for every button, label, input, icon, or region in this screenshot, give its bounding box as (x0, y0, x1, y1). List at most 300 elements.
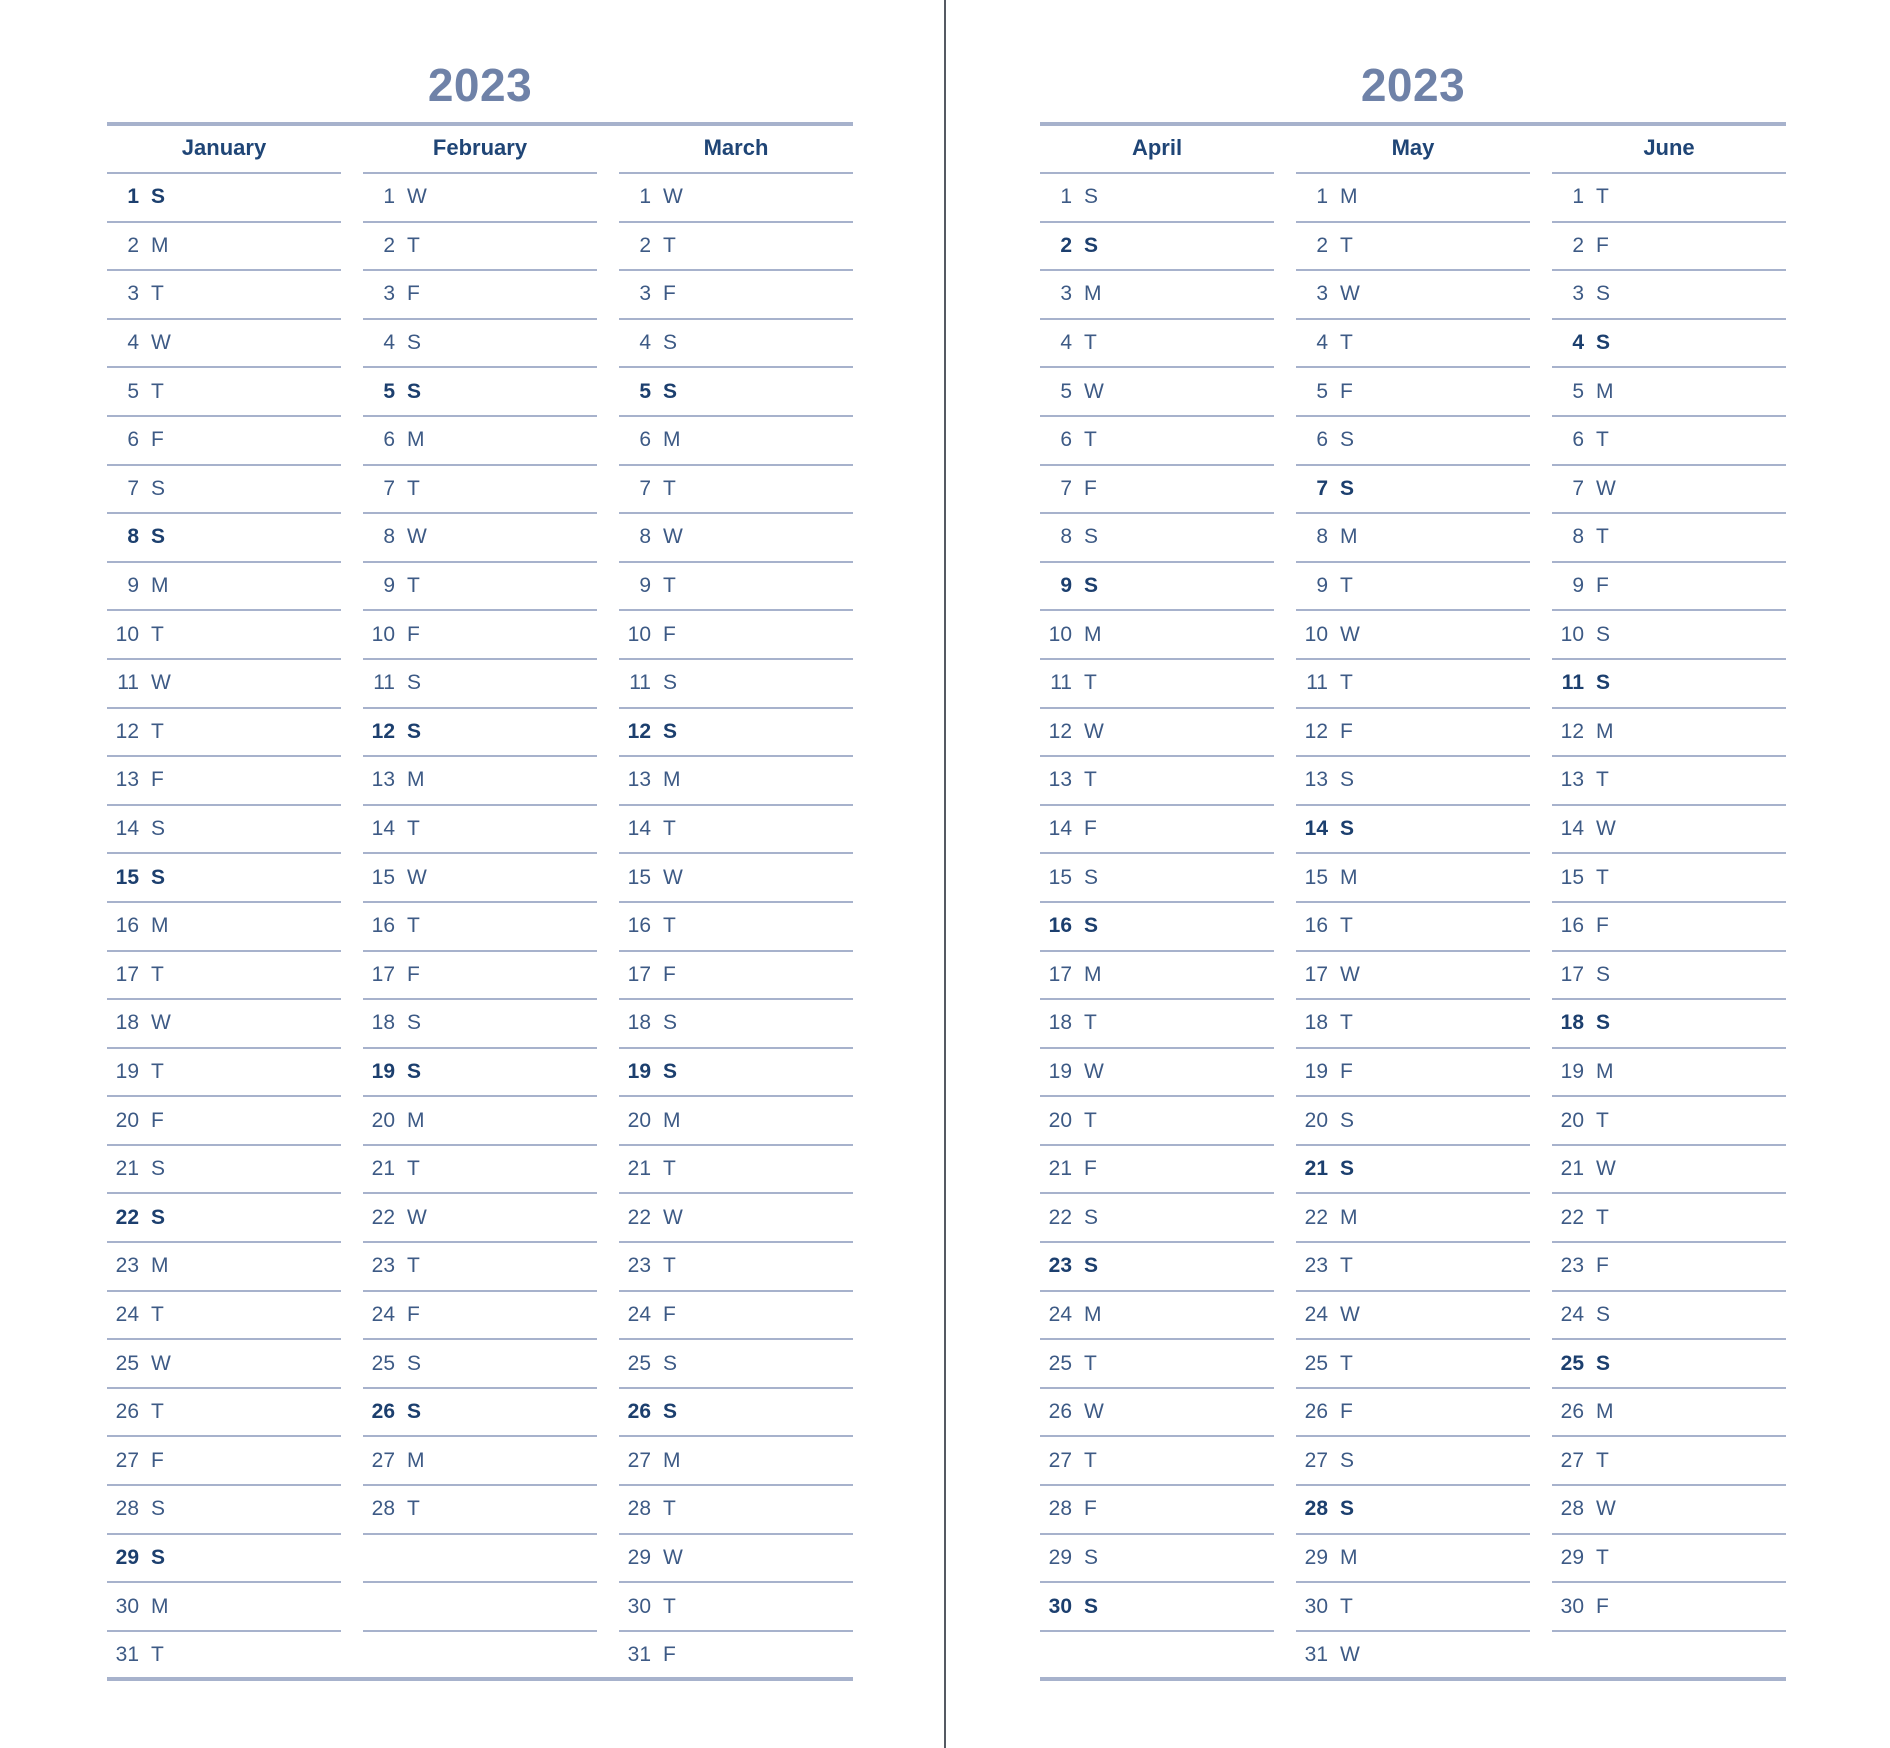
day-row (1552, 1194, 1786, 1243)
day-row (1552, 563, 1786, 612)
day-number: 24 (1304, 1302, 1328, 1326)
weekday-letter: W (151, 331, 171, 355)
day-number: 5 (1572, 379, 1584, 403)
weekday-letter: T (1340, 1254, 1353, 1278)
weekday-letter: W (663, 1545, 683, 1569)
day-number: 29 (1048, 1545, 1072, 1569)
day-row (1040, 854, 1274, 903)
day-list (1040, 174, 1274, 1680)
day-number: 17 (627, 962, 651, 986)
day-row (619, 1389, 853, 1438)
weekday-letter: T (151, 719, 164, 743)
day-row (619, 1340, 853, 1389)
weekday-letter: M (1340, 185, 1358, 209)
day-row (1552, 1535, 1786, 1584)
weekday-letter: W (1340, 1643, 1360, 1667)
day-number: 19 (627, 1059, 651, 1083)
weekday-letter: M (1596, 1400, 1614, 1424)
day-number: 20 (627, 1108, 651, 1132)
day-number: 20 (1560, 1108, 1584, 1132)
weekday-letter: M (1596, 719, 1614, 743)
day-number: 11 (1561, 671, 1584, 695)
day-row (363, 223, 597, 272)
day-row (1296, 514, 1530, 563)
day-row (1552, 1292, 1786, 1341)
weekday-letter: M (663, 428, 681, 452)
weekday-letter: W (1084, 719, 1104, 743)
day-number: 14 (627, 817, 651, 841)
day-number: 6 (383, 428, 395, 452)
day-row (1040, 223, 1274, 272)
day-row (107, 757, 341, 806)
weekday-letter: S (1596, 1302, 1611, 1326)
day-number: 30 (1304, 1594, 1328, 1618)
day-row (1552, 1243, 1786, 1292)
bottom-rule (1040, 1677, 1786, 1681)
day-number: 10 (115, 622, 139, 646)
weekday-letter: T (407, 817, 420, 841)
day-number: 31 (115, 1643, 139, 1667)
day-number: 16 (115, 914, 139, 938)
weekday-letter: F (663, 1643, 676, 1667)
day-row (363, 320, 597, 369)
day-number: 26 (1560, 1400, 1584, 1424)
weekday-letter: S (1084, 914, 1099, 938)
day-row (619, 854, 853, 903)
weekday-letter: W (1596, 1157, 1616, 1181)
day-row (1040, 368, 1274, 417)
weekday-letter: F (407, 622, 420, 646)
year-title: 2023 (1360, 59, 1466, 111)
weekday-letter: W (1340, 622, 1360, 646)
day-number: 27 (1048, 1448, 1072, 1472)
day-row (619, 660, 853, 709)
weekday-letter: W (663, 185, 683, 209)
weekday-letter: M (407, 1448, 425, 1472)
day-row (1552, 1097, 1786, 1146)
weekday-letter: M (1340, 525, 1358, 549)
day-row (107, 903, 341, 952)
day-number: 10 (1304, 622, 1328, 646)
day-row (363, 1292, 597, 1341)
month-column-april (1040, 126, 1274, 1680)
weekday-letter: S (407, 331, 422, 355)
weekday-letter: F (663, 282, 676, 306)
weekday-letter: M (1084, 282, 1102, 306)
day-number: 10 (627, 622, 651, 646)
weekday-letter: S (1084, 1545, 1099, 1569)
day-row (1040, 660, 1274, 709)
weekday-letter: T (407, 914, 420, 938)
day-row (1296, 1000, 1530, 1049)
day-row (619, 952, 853, 1001)
day-row (363, 660, 597, 709)
day-list (363, 174, 597, 1680)
day-number: 9 (1060, 574, 1072, 598)
weekday-letter: S (663, 331, 678, 355)
month-column-february (363, 126, 597, 1680)
day-row (1040, 320, 1274, 369)
day-row (1552, 1437, 1786, 1486)
weekday-letter: S (1596, 1011, 1611, 1035)
weekday-letter: S (1340, 768, 1355, 792)
day-number: 5 (127, 379, 139, 403)
day-row (107, 320, 341, 369)
day-row (363, 611, 597, 660)
weekday-letter: F (663, 1302, 676, 1326)
weekday-letter: S (663, 1059, 678, 1083)
day-row (619, 757, 853, 806)
day-row (1040, 466, 1274, 515)
day-number: 26 (1304, 1400, 1328, 1424)
day-row (107, 174, 341, 223)
weekday-letter: F (407, 962, 420, 986)
day-row (107, 466, 341, 515)
day-row (363, 174, 597, 223)
weekday-letter: S (151, 865, 166, 889)
day-number: 3 (383, 282, 395, 306)
day-row (1040, 806, 1274, 855)
weekday-letter: T (151, 1643, 164, 1667)
weekday-letter: T (663, 233, 676, 257)
day-row (619, 174, 853, 223)
day-number: 2 (127, 233, 139, 257)
weekday-letter: T (1084, 671, 1097, 695)
day-row (1040, 952, 1274, 1001)
day-row (1296, 1437, 1530, 1486)
weekday-letter: T (151, 1302, 164, 1326)
day-row (1296, 1243, 1530, 1292)
day-row (1552, 514, 1786, 563)
day-row (619, 466, 853, 515)
day-number: 6 (1060, 428, 1072, 452)
day-row (107, 1340, 341, 1389)
weekday-letter: M (1596, 379, 1614, 403)
weekday-letter: S (1596, 962, 1611, 986)
weekday-letter: W (407, 865, 427, 889)
day-number: 13 (371, 768, 395, 792)
day-row (619, 1194, 853, 1243)
day-row (363, 757, 597, 806)
day-number: 24 (371, 1302, 395, 1326)
day-number: 7 (639, 476, 651, 500)
weekday-letter: S (663, 379, 678, 403)
day-number: 30 (1048, 1594, 1072, 1618)
day-row (1296, 854, 1530, 903)
day-row (363, 903, 597, 952)
day-number: 27 (1560, 1448, 1584, 1472)
weekday-letter: S (1084, 185, 1099, 209)
day-row (1040, 1389, 1274, 1438)
weekday-letter: W (1084, 1400, 1104, 1424)
day-number: 12 (1560, 719, 1584, 743)
weekday-letter: F (1340, 379, 1353, 403)
day-number: 25 (371, 1351, 395, 1375)
day-row (363, 1194, 597, 1243)
day-number: 24 (115, 1302, 139, 1326)
weekday-letter: S (407, 719, 422, 743)
weekday-letter: S (407, 1011, 422, 1035)
day-row (1552, 1340, 1786, 1389)
weekday-letter: T (663, 914, 676, 938)
day-row (107, 417, 341, 466)
day-row (363, 806, 597, 855)
empty-day-row (1552, 1632, 1786, 1681)
weekday-letter: M (151, 233, 169, 257)
day-row (1040, 1000, 1274, 1049)
day-number: 12 (627, 719, 651, 743)
day-number: 9 (639, 574, 651, 598)
day-row (1296, 174, 1530, 223)
day-row (363, 563, 597, 612)
weekday-letter: W (663, 1205, 683, 1229)
day-row (363, 1340, 597, 1389)
day-row (1296, 1146, 1530, 1195)
day-row (619, 320, 853, 369)
day-row (1552, 1049, 1786, 1098)
day-number: 21 (627, 1157, 651, 1181)
weekday-letter: T (663, 817, 676, 841)
empty-day-row (363, 1583, 597, 1632)
day-number: 19 (1560, 1059, 1584, 1083)
day-row (107, 854, 341, 903)
day-number: 9 (1572, 574, 1584, 598)
weekday-letter: S (407, 1059, 422, 1083)
day-number: 2 (383, 233, 395, 257)
day-number: 5 (1060, 379, 1072, 403)
day-number: 10 (1560, 622, 1584, 646)
day-row (1040, 1486, 1274, 1535)
day-row (1552, 223, 1786, 272)
day-number: 21 (1304, 1157, 1328, 1181)
weekday-letter: S (1084, 1594, 1099, 1618)
weekday-letter: S (1084, 1205, 1099, 1229)
day-number: 3 (639, 282, 651, 306)
day-number: 15 (627, 865, 651, 889)
weekday-letter: T (407, 1157, 420, 1181)
day-row (107, 368, 341, 417)
weekday-letter: S (1340, 1108, 1355, 1132)
day-number: 28 (1560, 1497, 1584, 1521)
weekday-letter: M (663, 768, 681, 792)
weekday-letter: M (663, 1448, 681, 1472)
day-row (619, 1437, 853, 1486)
day-row (107, 1097, 341, 1146)
day-row (363, 1000, 597, 1049)
day-row (1296, 271, 1530, 320)
day-row (1552, 660, 1786, 709)
day-row (619, 611, 853, 660)
day-number: 3 (1316, 282, 1328, 306)
weekday-letter: S (663, 1400, 678, 1424)
day-row (1040, 1097, 1274, 1146)
day-number: 22 (1304, 1205, 1328, 1229)
day-number: 3 (127, 282, 139, 306)
weekday-letter: F (1084, 1497, 1097, 1521)
weekday-letter: T (1084, 1351, 1097, 1375)
day-row (363, 1097, 597, 1146)
day-number: 25 (1304, 1351, 1328, 1375)
weekday-letter: S (1084, 233, 1099, 257)
weekday-letter: W (1596, 817, 1616, 841)
day-row (1296, 660, 1530, 709)
weekday-letter: M (1340, 1545, 1358, 1569)
day-row (1296, 563, 1530, 612)
weekday-letter: F (407, 1302, 420, 1326)
day-number: 7 (1572, 476, 1584, 500)
day-row (619, 1292, 853, 1341)
day-number: 5 (1316, 379, 1328, 403)
weekday-letter: T (1340, 671, 1353, 695)
day-row (1552, 368, 1786, 417)
day-number: 8 (127, 525, 139, 549)
weekday-letter: F (151, 1448, 164, 1472)
day-number: 12 (1048, 719, 1072, 743)
weekday-letter: S (663, 671, 678, 695)
day-row (619, 368, 853, 417)
weekday-letter: T (1596, 525, 1609, 549)
day-number: 1 (383, 185, 395, 209)
day-number: 10 (371, 622, 395, 646)
weekday-letter: W (407, 1205, 427, 1229)
day-number: 1 (1316, 185, 1328, 209)
day-number: 24 (1048, 1302, 1072, 1326)
day-number: 16 (1304, 914, 1328, 938)
day-row (1040, 1146, 1274, 1195)
weekday-letter: M (1084, 1302, 1102, 1326)
day-row (1296, 1097, 1530, 1146)
day-number: 22 (1560, 1205, 1584, 1229)
day-row (619, 417, 853, 466)
day-number: 1 (1060, 185, 1072, 209)
day-number: 20 (1048, 1108, 1072, 1132)
day-number: 15 (115, 865, 139, 889)
day-number: 24 (627, 1302, 651, 1326)
day-number: 26 (627, 1400, 651, 1424)
day-number: 11 (117, 671, 139, 695)
weekday-letter: M (1084, 962, 1102, 986)
day-number: 17 (1048, 962, 1072, 986)
month-name: May (1296, 126, 1530, 174)
weekday-letter: S (1596, 622, 1611, 646)
day-row (107, 223, 341, 272)
weekday-letter: M (663, 1108, 681, 1132)
day-row (363, 514, 597, 563)
weekday-letter: F (407, 282, 420, 306)
day-number: 14 (1304, 817, 1328, 841)
weekday-letter: T (1340, 1351, 1353, 1375)
day-number: 13 (115, 768, 139, 792)
day-row (1040, 1049, 1274, 1098)
day-number: 3 (1572, 282, 1584, 306)
weekday-letter: S (1340, 428, 1355, 452)
day-row (107, 271, 341, 320)
weekday-letter: T (407, 1254, 420, 1278)
weekday-letter: S (151, 1497, 166, 1521)
day-row (1296, 1583, 1530, 1632)
weekday-letter: S (407, 379, 422, 403)
weekday-letter: M (151, 1254, 169, 1278)
day-number: 29 (115, 1545, 139, 1569)
day-row (107, 1049, 341, 1098)
day-row (1552, 854, 1786, 903)
day-number: 19 (115, 1059, 139, 1083)
month-column-march (619, 126, 853, 1680)
day-number: 1 (1572, 185, 1584, 209)
weekday-letter: S (1596, 671, 1611, 695)
day-row (619, 1243, 853, 1292)
day-row (1296, 223, 1530, 272)
day-number: 23 (1560, 1254, 1584, 1278)
day-number: 8 (639, 525, 651, 549)
day-number: 21 (1560, 1157, 1584, 1181)
weekday-letter: T (1596, 428, 1609, 452)
day-row (107, 514, 341, 563)
day-number: 9 (127, 574, 139, 598)
day-number: 31 (627, 1643, 651, 1667)
day-row (619, 1583, 853, 1632)
day-number: 30 (627, 1594, 651, 1618)
day-number: 22 (115, 1205, 139, 1229)
day-number: 5 (639, 379, 651, 403)
day-number: 9 (383, 574, 395, 598)
weekday-letter: S (1340, 1497, 1355, 1521)
day-row (363, 466, 597, 515)
day-number: 6 (1572, 428, 1584, 452)
day-row (107, 1437, 341, 1486)
weekday-letter: T (407, 574, 420, 598)
day-number: 23 (115, 1254, 139, 1278)
day-row (107, 1486, 341, 1535)
weekday-letter: W (151, 671, 171, 695)
day-row (1552, 806, 1786, 855)
day-row (1296, 320, 1530, 369)
weekday-letter: T (1340, 574, 1353, 598)
day-number: 20 (371, 1108, 395, 1132)
day-row (619, 1486, 853, 1535)
day-number: 23 (371, 1254, 395, 1278)
day-row (1296, 903, 1530, 952)
day-number: 11 (1306, 671, 1328, 695)
weekday-letter: S (1084, 1254, 1099, 1278)
weekday-letter: T (151, 282, 164, 306)
day-row (619, 223, 853, 272)
day-number: 4 (1316, 331, 1328, 355)
day-row (1040, 611, 1274, 660)
day-row (1552, 952, 1786, 1001)
day-number: 12 (1304, 719, 1328, 743)
day-row (1040, 1243, 1274, 1292)
day-row (619, 1049, 853, 1098)
day-number: 28 (1304, 1497, 1328, 1521)
day-number: 7 (383, 476, 395, 500)
day-row (619, 1146, 853, 1195)
day-row (1296, 1340, 1530, 1389)
weekday-letter: F (1084, 1157, 1097, 1181)
day-row (107, 1292, 341, 1341)
day-row (1040, 174, 1274, 223)
weekday-letter: T (663, 1497, 676, 1521)
day-number: 17 (1560, 962, 1584, 986)
day-row (1296, 1292, 1530, 1341)
day-number: 25 (627, 1351, 651, 1375)
page-divider (944, 0, 946, 1748)
weekday-letter: T (1084, 768, 1097, 792)
day-number: 4 (1572, 331, 1584, 355)
month-name: April (1040, 126, 1274, 174)
weekday-letter: T (151, 1059, 164, 1083)
day-number: 8 (1572, 525, 1584, 549)
